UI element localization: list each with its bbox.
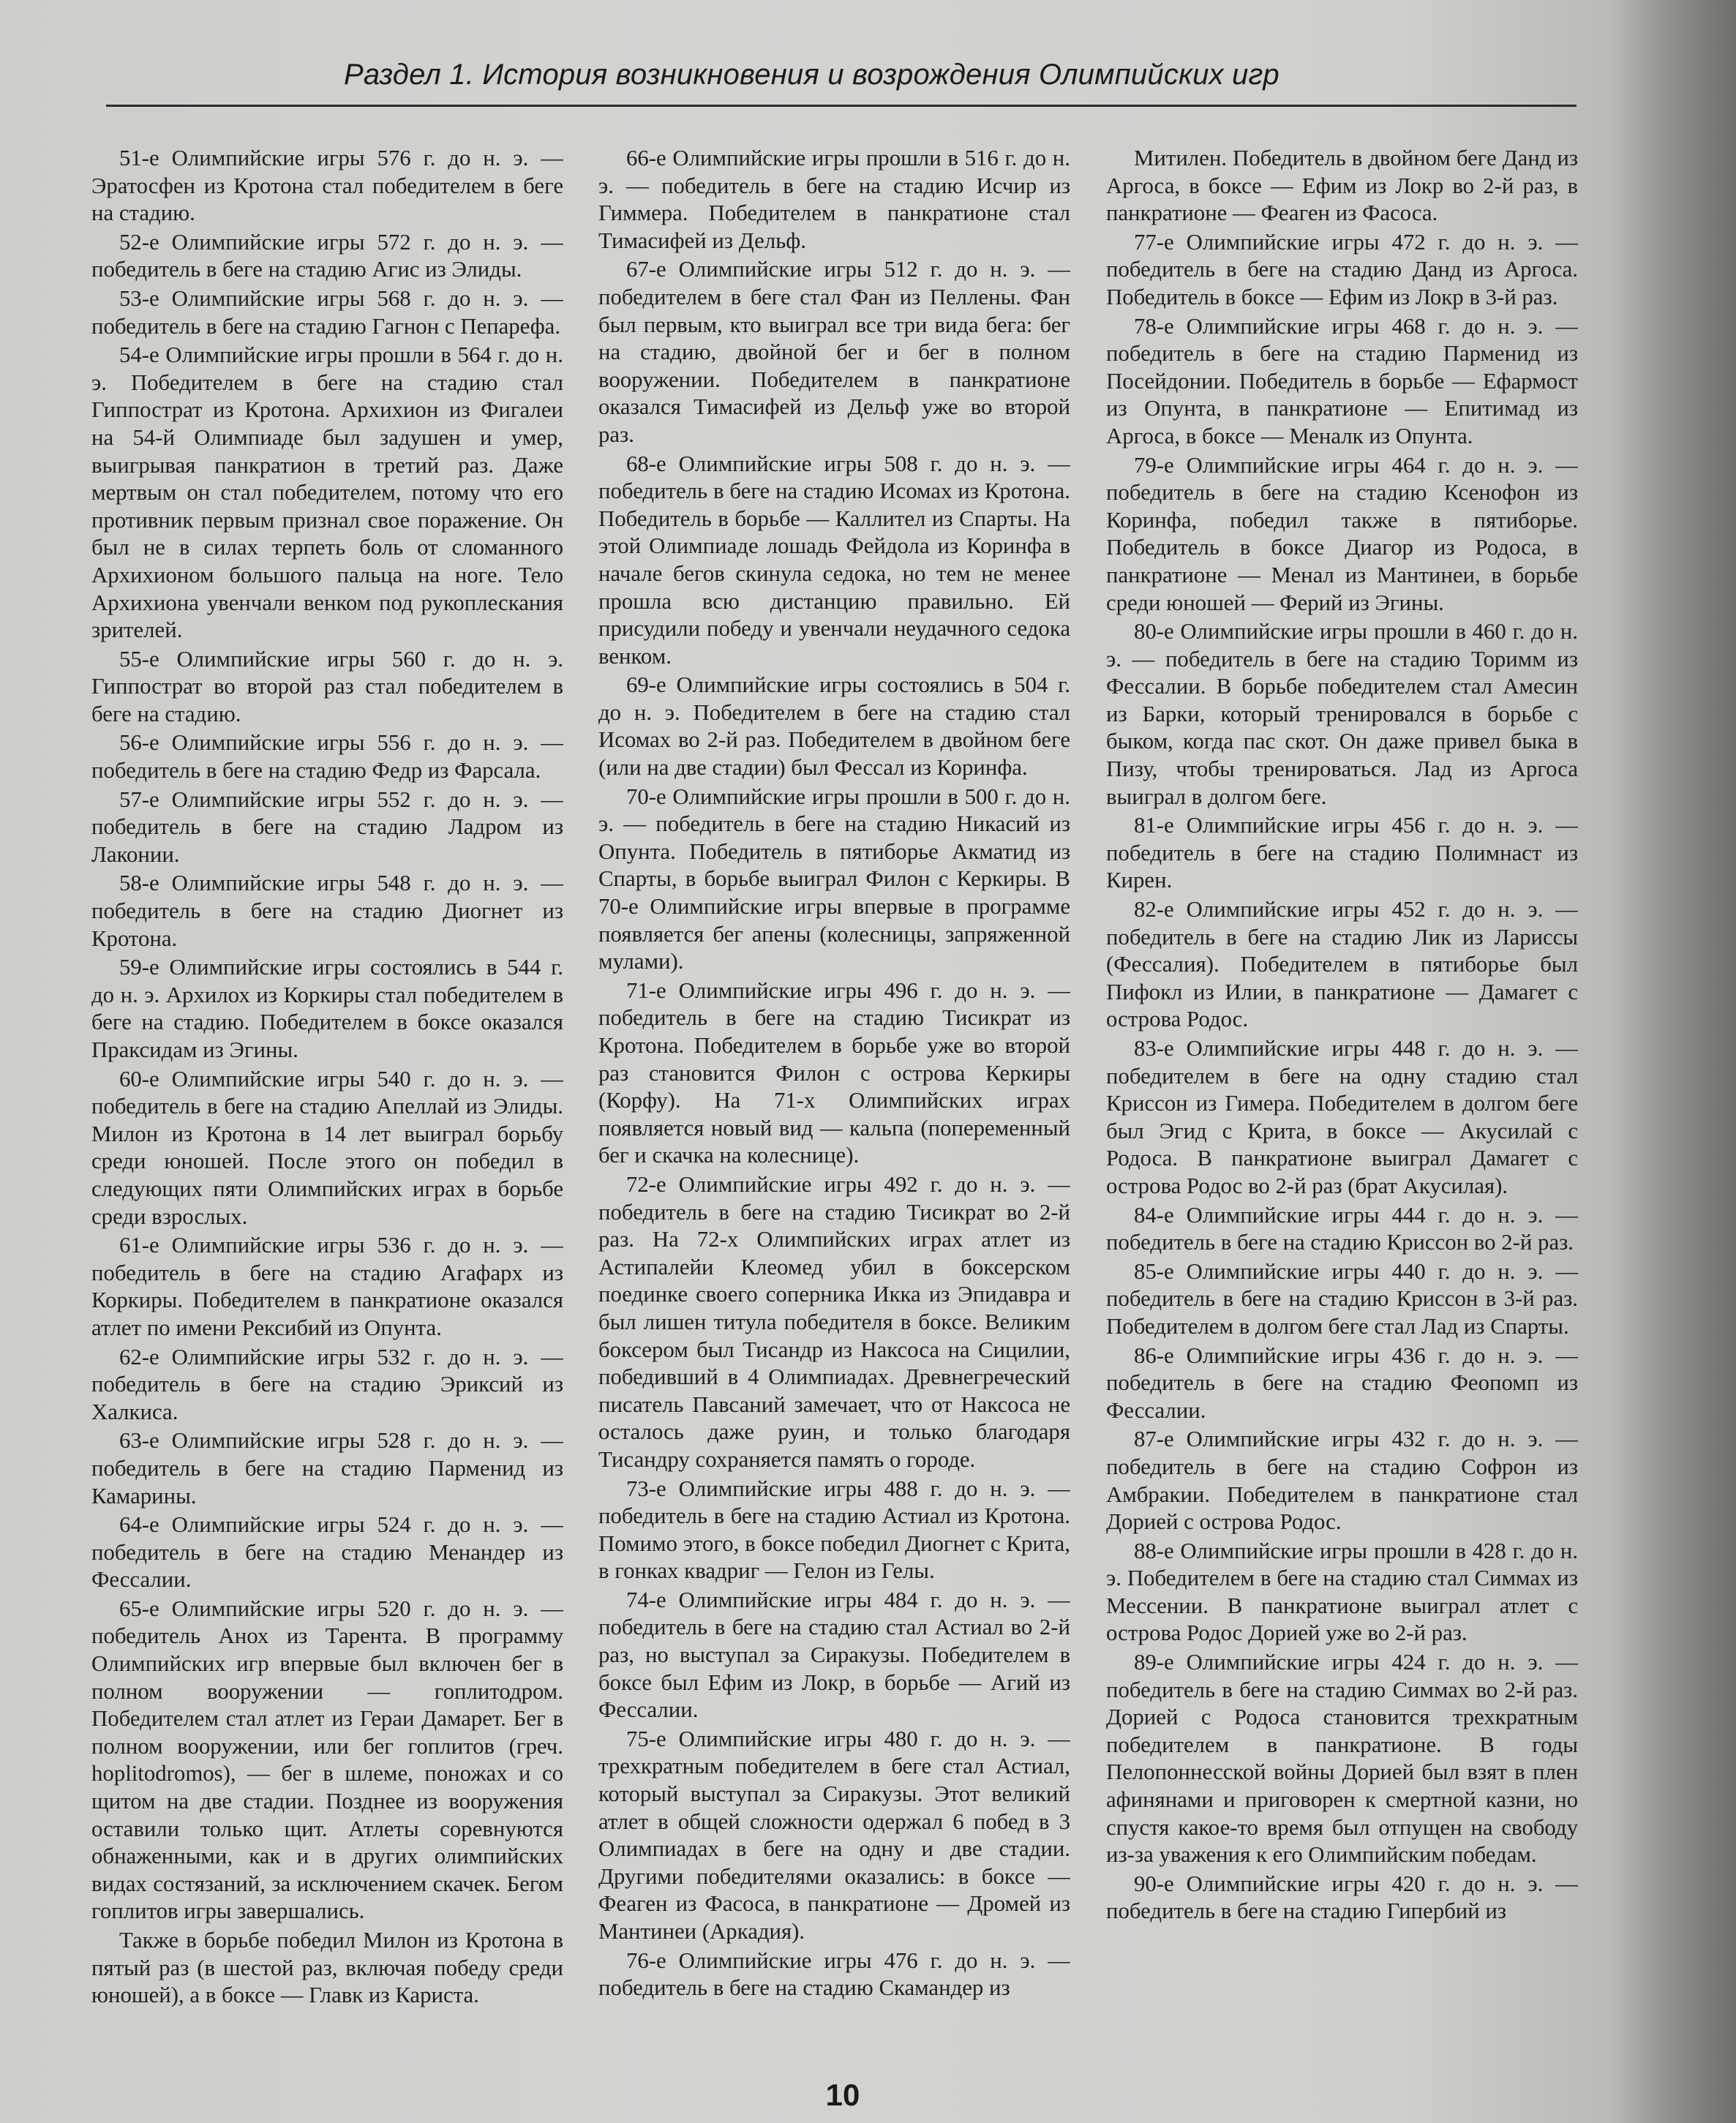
paragraph: 65-е Олимпийские игры 520 г. до н. э. — победитель Анох из Тарента. В программу Олимпийских игр впервые был включен бег в полном вооружении — гоплитодром. Победителем стал атлет из Гераи Дамарет. Бег в полном вооружении, или бег гоплитов (греч. hoplitodromos), — бег в шлеме, поножах и со щитом на две стадии. Позднее из вооружения оставили только щит. Атлеты соревнуются обнаженными, как и в других олимпийских видах состязаний, за исключением скачек. Бегом гоплитов игры завершались. (91, 1596, 563, 1924)
paragraph: 60-е Олимпийские игры 540 г. до н. э. — победитель в беге на стадию Апеллай из Элиды. Милон из Кротона в 14 лет выиграл борьбу среди юношей. После этого он победил в следующих пяти Олимпийских играх в борьбе среди взрослых. (91, 1066, 563, 1229)
section-header: Раздел 1. История возникновения и возрождения Олимпийских игр (344, 59, 1280, 91)
paragraph: 62-е Олимпийские игры 532 г. до н. э. — победитель в беге на стадию Эриксий из Халкиса. (91, 1344, 563, 1424)
paragraph: 85-е Олимпийские игры 440 г. до н. э. — победитель в беге на стадию Криссон в 3-й раз. Победителем в долгом беге стал Лад из Спарты. (1106, 1258, 1578, 1339)
paragraph: 77-е Олимпийские игры 472 г. до н. э. — победитель в беге на стадию Данд из Аргоса. Победитель в боксе — Ефим из Локр в 3-й раз. (1106, 229, 1578, 309)
paragraph: 84-е Олимпийские игры 444 г. до н. э. — победитель в беге на стадию Криссон во 2-й раз. (1106, 1202, 1578, 1255)
text-column-3 (1106, 145, 1578, 2054)
paragraph: 67-е Олимпийские игры 512 г. до н. э. — победителем в беге стал Фан из Пеллены. Фан был первым, кто выиграл все три вида бега: бег на стадию, двойной бег и бег в полном вооружении. Победителем в панкратионе оказался Тимасифей из Дельф уже во второй раз. (598, 257, 1070, 447)
paragraph: 87-е Олимпийские игры 432 г. до н. э. — победитель в беге на стадию Софрон из Амбракии. Победителем в панкратионе стал Дорией с острова Родос. (1106, 1427, 1578, 1535)
paragraph: 64-е Олимпийские игры 524 г. до н. э. — победитель в беге на стадию Менандер из Фессалии. (91, 1512, 563, 1593)
paragraph: 82-е Олимпийские игры 452 г. до н. э. — победитель в беге на стадию Лик из Лариссы (Фессалия). Победителем в пятиборье был Пифокл из Илии, в панкратионе — Дамагет с острова Родос. (1106, 897, 1578, 1032)
paragraph: 78-е Олимпийские игры 468 г. до н. э. — победитель в беге на стадию Парменид из Посейдонии. Победитель в борьбе — Ефармост из Опунта, в панкратионе — Епитимад из Аргоса, в боксе — Меналк из Опунта. (1106, 313, 1578, 448)
paragraph: 76-е Олимпийские игры 476 г. до н. э. — победитель в беге на стадию Скамандер из (598, 1947, 1070, 2001)
paragraph: 89-е Олимпийские игры 424 г. до н. э. — победитель в беге на стадию Симмах во 2-й раз. Дорией с Родоса становится трехкратным победителем в панкратионе. В годы Пелопоннесской войны Дорией был взят в плен афинянами и приговорен к смертной казни, но спустя какое-то время был отпущен на свободу из-за уважения к его Олимпийским победам. (1106, 1650, 1578, 1868)
paragraph: 90-е Олимпийские игры 420 г. до н. э. — победитель в беге на стадию Гипербий из (1106, 1871, 1578, 1924)
paragraph: 63-е Олимпийские игры 528 г. до н. э. — победитель в беге на стадию Парменид из Камарины. (91, 1428, 563, 1508)
page-spine-shadow (1612, 0, 1736, 2123)
page-number: 10 (825, 2078, 860, 2112)
paragraph: 80-е Олимпийские игры прошли в 460 г. до н. э. — победитель в беге на стадию Торимм из Фессалии. В борьбе победителем стал Амесин из Барки, который тренировался в борьбе с быком, когда пас скот. Он даже привел быка в Пизу, чтобы тренироваться. Лад из Аргоса выиграл в долгом беге. (1106, 619, 1578, 809)
paragraph: 69-е Олимпийские игры состоялись в 504 г. до н. э. Победителем в беге на стадию стал Исомах во 2-й раз. Победителем в двойном беге (или на две стадии) был Фессал из Коринфа. (598, 672, 1070, 781)
paragraph: 71-е Олимпийские игры 496 г. до н. э. — победитель в беге на стадию Тисикрат из Кротона. Победителем в борьбе уже во второй раз становится Филон с острова Керкиры (Корфу). На 71-х Олимпийских играх появляется новый вид — кальпа (попеременный бег и скачка на колеснице). (598, 977, 1070, 1168)
text-column-1 (91, 145, 563, 2054)
text-column-2 (598, 145, 1070, 2054)
paragraph: 74-е Олимпийские игры 484 г. до н. э. — победитель в беге на стадию стал Астиал во 2-й раз, но выступал за Сиракузы. Победителем в боксе был Ефим из Локр, в борьбе — Агий из Фессалии. (598, 1587, 1070, 1723)
paragraph: 58-е Олимпийские игры 548 г. до н. э. — победитель в беге на стадию Диогнет из Кротона. (91, 871, 563, 951)
paragraph: 75-е Олимпийские игры 480 г. до н. э. — трехкратным победителем в беге стал Астиал, который выступал за Сиракузы. Этот великий атлет в общей сложности одержал 6 побед в 3 Олимпиадах в беге на одну и две стадии. Другими победителями оказались: в боксе — Феаген из Фасоса, в панкратионе — Дромей из Мантинеи (Аркадия). (598, 1726, 1070, 1944)
paragraph: 73-е Олимпийские игры 488 г. до н. э. — победитель в беге на стадию Астиал из Кротона. Помимо этого, в боксе победил Диогнет с Крита, в гонках квадриг — Гелон из Гелы. (598, 1476, 1070, 1584)
paragraph: 66-е Олимпийские игры прошли в 516 г. до н. э. — победитель в беге на стадию Исчир из Гиммера. Победителем в панкратионе стал Тимасифей из Дельф. (598, 146, 1070, 253)
paragraph: 61-е Олимпийские игры 536 г. до н. э. — победитель в беге на стадию Агафарх из Коркиры. Победителем в панкратионе оказался атлет по имени Рексибий из Опунта. (91, 1233, 563, 1340)
paragraph: 81-е Олимпийские игры 456 г. до н. э. — победитель в беге на стадию Полимнаст из Кирен. (1106, 813, 1578, 893)
paragraph: 86-е Олимпийские игры 436 г. до н. э. — победитель в беге на стадию Феопомп из Фессалии. (1106, 1342, 1578, 1423)
paragraph: 79-е Олимпийские игры 464 г. до н. э. — победитель в беге на стадию Ксенофон из Коринфа, победил также в пятиборье. Победитель в боксе Диагор из Родоса, в панкратионе — Менал из Мантинеи, в борьбе среди юношей — Ферий из Эгины. (1106, 452, 1578, 615)
paragraph: 83-е Олимпийские игры 448 г. до н. э. — победителем в беге на одну стадию стал Криссон из Гимера. Победителем в долгом беге был Эгид с Крита, в боксе — Акусилай с Родоса. В панкратионе выиграл Дамагет с острова Родос во 2-й раз (брат Акусилая). (1106, 1036, 1578, 1198)
header-rule (106, 105, 1577, 107)
paragraph: 52-е Олимпийские игры 572 г. до н. э. — победитель в беге на стадию Агис из Элиды. (91, 229, 563, 282)
paragraph: 51-е Олимпийские игры 576 г. до н. э. — Эратосфен из Кротона стал победителем в беге на стадию. (91, 146, 563, 226)
paragraph: 54-е Олимпийские игры прошли в 564 г. до н. э. Победителем в беге на стадию стал Гиппострат из Кротона. Архихион из Фигалеи на 54-й Олимпиаде был задушен и умер, выигрывая панкратион в третий раз. Даже мертвым он стал победителем, потому что его противник первым признал свое поражение. Он был не в силах терпеть боль от сломанного Архихионом большого пальца на ноге. Тело Архихиона увенчали венком под рукоплескания зрителей. (91, 342, 563, 643)
paragraph: Также в борьбе победил Милон из Кротона в пятый раз (в шестой раз, включая победу среди юношей), а в боксе — Главк из Кариста. (91, 1928, 563, 2008)
paragraph: 72-е Олимпийские игры 492 г. до н. э. — победитель в беге на стадию Тисикрат во 2-й раз. На 72-х Олимпийских играх атлет из Астипалейи Клеомед убил в боксерском поединке своего соперника Икка из Эпидавра и был лишен титула победителя в боксе. Великим боксером был Тисандр из Наксоса на Сицилии, победивший в 4 Олимпиадах. Древнегреческий писатель Павсаний замечает, что от Наксоса не осталось даже руин, и только благодаря Тисандру сохраняется память о городе. (598, 1171, 1070, 1472)
paragraph: 88-е Олимпийские игры прошли в 428 г. до н. э. Победителем в беге на стадию стал Симмах из Мессении. В панкратионе выиграл атлет с острова Родос Дорией уже во 2-й раз. (1106, 1538, 1578, 1646)
paragraph: 68-е Олимпийские игры 508 г. до н. э. — победитель в беге на стадию Исомах из Кротона. Победитель в борьбе — Каллител из Спарты. На этой Олимпиаде лошадь Фейдола из Коринфа в начале бегов скинула седока, но тем не менее прошла всю дистанцию правильно. Ей присудили победу и увенчали неудачного седока венком. (598, 451, 1070, 669)
paragraph: Митилен. Победитель в двойном беге Данд из Аргоса, в боксе — Ефим из Локр во 2-й раз, в панкратионе — Феаген из Фасоса. (1106, 146, 1578, 226)
paragraph: 57-е Олимпийские игры 552 г. до н. э. — победитель в беге на стадию Ладром из Лаконии. (91, 786, 563, 867)
paragraph: 53-е Олимпийские игры 568 г. до н. э. — победитель в беге на стадию Гагнон с Пепарефа. (91, 285, 563, 339)
paragraph: 55-е Олимпийские игры 560 г. до н. э. Гиппострат во второй раз стал победителем в беге на стадию. (91, 646, 563, 726)
paragraph: 59-е Олимпийские игры состоялись в 544 г. до н. э. Архилох из Коркиры стал победителем в беге на стадию. Победителем в боксе оказался Праксидам из Эгины. (91, 955, 563, 1062)
paragraph: 56-е Олимпийские игры 556 г. до н. э. — победитель в беге на стадию Федр из Фарсала. (91, 730, 563, 784)
paragraph: 70-е Олимпийские игры прошли в 500 г. до н. э. — победитель в беге на стадию Никасий из Опунта. Победитель в пятиборье Акматид из Спарты, в борьбе выиграл Филон с Керкиры. В 70-е Олимпийские игры впервые в программе появляется бег апены (колесницы, запряженной мулами). (598, 784, 1070, 974)
